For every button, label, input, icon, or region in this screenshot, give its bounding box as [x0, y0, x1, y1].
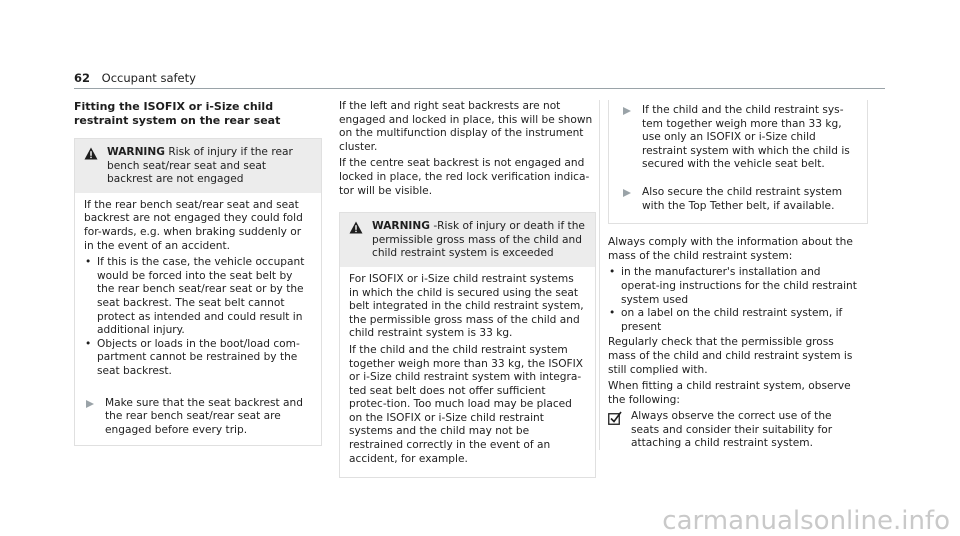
action-text: If the child and the child restraint sys-tem together weigh more than 33 kg, use only an ISOFIX or i-Size child restraint system with which the child is secured with the vehicle seat belt. [642, 104, 850, 171]
warning-body [75, 193, 321, 446]
list-item: • If this is the case, the vehicle occupant would be forced into the seat belt by the rear bench seat/rear seat or by the seat backrest. The seat belt cannot protect as intended and could result in additional injury. [84, 256, 312, 338]
warning-header [340, 213, 595, 267]
list-item: • in the manufacturer's installation and operat-ing instructions for the child restraint system used [608, 266, 862, 307]
page-header [74, 72, 196, 86]
action-step [621, 186, 855, 213]
warning-label: WARNING [107, 146, 165, 158]
action-text: Make sure that the seat backrest and the rear bench seat/rear seat are engaged before every trip. [105, 396, 303, 436]
column-1 [74, 100, 322, 446]
list-item: • on a label on the child restraint system, if present [608, 307, 862, 334]
action-arrow-icon [623, 107, 631, 115]
warning-box-1 [74, 138, 322, 446]
warning-bullets [84, 256, 312, 378]
action-arrow-icon [86, 400, 94, 408]
action-box [608, 100, 868, 224]
watermark: carmanualsonline.info [662, 506, 950, 536]
warning-triangle-icon [349, 221, 363, 234]
section-title: Occupant safety [101, 71, 196, 85]
action-text: Also secure the child restraint system with the Top Tether belt, if available. [642, 185, 843, 212]
paragraph: Regularly check that the permissible gross mass of the child and child restraint system is still complied with. [608, 336, 853, 376]
warning-header [75, 139, 321, 193]
checkbox-checked-icon [608, 411, 622, 425]
checklist-text: Always observe the correct use of the seats and consider their suitability for attaching a child restraint system. [631, 410, 833, 450]
section-heading: Fitting the ISOFIX or i-Size child restraint system on the rear seat [74, 100, 281, 127]
action-step [621, 104, 855, 172]
info-text [608, 236, 868, 451]
warning-box-2 [339, 212, 596, 478]
column-3 [608, 100, 868, 451]
action-arrow-icon [623, 189, 631, 197]
warning-title: -Risk of injury or death if the permissible gross mass of the child and child restraint system is exceeded [372, 220, 585, 260]
checklist-item [608, 410, 862, 451]
column-divider [599, 100, 600, 450]
paragraph: If the centre seat backrest is not engaged and locked in place, the red lock verification indica-tor will be visible. [339, 157, 590, 197]
warning-title: Risk of injury if the rear bench seat/rear seat and seat backrest are not engaged [107, 146, 293, 186]
paragraph: If the left and right seat backrests are not engaged and locked in place, this will be shown on the multifunction display of the instrument cluster. [339, 100, 593, 153]
list-item: • Objects or loads in the boot/load com-partment cannot be restrained by the seat backrest. [84, 338, 312, 379]
warning-body [340, 267, 595, 477]
warning-text: If the rear bench seat/rear seat and seat backrest are not engaged they could fold for-wards, e.g. when braking suddenly or in the event of an accident. [84, 198, 303, 252]
mass-info-list [608, 266, 862, 334]
action-step [84, 397, 312, 438]
page-number: 62 [74, 71, 91, 85]
column-2 [339, 100, 596, 478]
paragraph: For ISOFIX or i-Size child restraint systems in which the child is secured using the seat belt integrated in the child restraint system, the permissible gross mass of the child and child restraint system is 33 kg. [349, 272, 584, 340]
header-rule [74, 88, 885, 89]
paragraph: If the child and the child restraint system together weigh more than 33 kg, the ISOFIX or i-Size child restraint system with integra-ted seat belt does not offer sufficient protec-tion. Too much load may be placed on the ISOFIX or i-Size child restraint systems and the child may not be restrained correctly in the event of an accident, for example. [349, 343, 584, 465]
warning-label: WARNING [372, 220, 430, 233]
warning-triangle-icon [84, 147, 98, 160]
paragraph: When fitting a child restraint system, observe the following: [608, 380, 851, 406]
paragraph: Always comply with the information about the mass of the child restraint system: [608, 236, 853, 262]
